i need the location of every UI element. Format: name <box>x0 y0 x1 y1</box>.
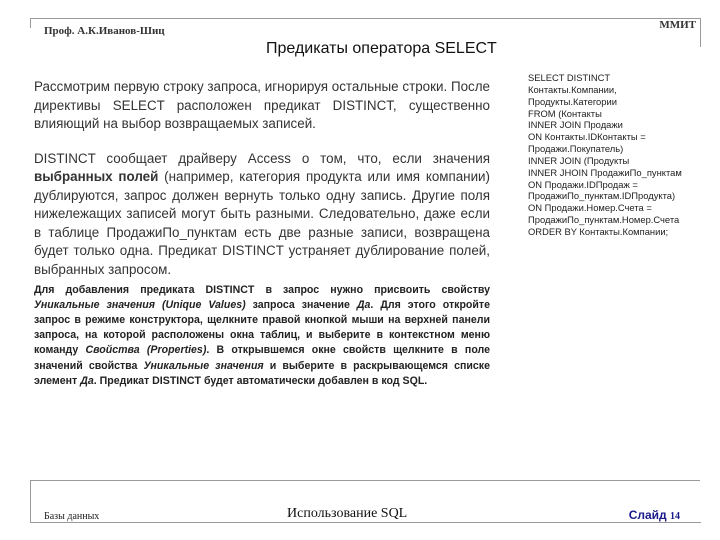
slide-number: 14 <box>670 511 680 522</box>
instr-part-c: запроса значение <box>245 298 357 311</box>
instr-part-e: . Для этого откройте запрос в режиме конструктора, щелкните правой кнопкой мыши на верхней панели запроса, на которой расположены окна таблиц, и выберите в контекстном меню команду <box>34 298 490 357</box>
sql-line: Контакты.Компании, <box>528 83 617 95</box>
instr-yes-2: Да <box>80 374 94 387</box>
sql-line: ON Продажи.Номер.Счета = <box>528 202 652 214</box>
sql-code-column <box>528 72 704 238</box>
instr-unique-values-2: Уникальные значения <box>143 359 264 372</box>
paragraph-distinct <box>34 150 490 280</box>
main-text-column <box>34 78 490 389</box>
paragraph-distinct-part-2: (например, категория продукта или имя компании) дублируются, запрос должен вернуть только одну запись. Другие поля нижележащих записей могут быть разными. Следовательно, даже если в таблице ПродажиПо_пунктам есть две разные записи, возвращена будет только одна. Предикат DISTINCT устраняет дублирование полей, выбранных запросом. <box>34 169 490 278</box>
sql-line: FROM (Контакты <box>528 107 602 119</box>
paragraph-intro: Рассмотрим первую строку запроса, игнорируя остальные строки. После директивы SELECT расположен предикат DISTINCT, существенно влияющий на выбор возвращаемых записей. <box>34 79 490 131</box>
sql-line: ПродажиПо_пунктам.IDПродукта) <box>528 190 676 202</box>
sql-line: SELECT DISTINCT <box>528 72 611 83</box>
author-label: Проф. А.К.Иванов-Шиц <box>44 25 165 37</box>
sql-line: Продажи.Покупатель) <box>528 143 624 155</box>
instr-part-i: и выберите в раскрывающемся списке элемент <box>34 359 490 387</box>
instr-yes-1: Да <box>356 298 371 311</box>
instr-part-a: Для добавления предиката DISTINCT в запрос нужно присвоить свойству <box>34 283 490 296</box>
sql-line: ORDER BY Контакты.Компании; <box>528 225 669 237</box>
instr-unique-values: Уникальные значения (Unique Values) <box>34 298 246 311</box>
sql-line: ON Контакты.IDКонтакты = <box>528 131 646 143</box>
footer-topic-label: Использование SQL <box>287 506 408 521</box>
paragraph-instructions <box>34 283 490 389</box>
paragraph-distinct-part-1: DISTINCT сообщает драйверу Access о том, что, если значения <box>34 150 490 166</box>
org-label: ММИТ <box>659 19 696 31</box>
sql-line: ON Продажи.IDПродаж = <box>528 178 638 190</box>
instr-part-g: . В открывшемся окне свойств щелкните в поле значений свойства <box>34 344 491 372</box>
paragraph-distinct-bold: выбранных полей <box>34 169 159 185</box>
slide-title: Предикаты оператора SELECT <box>266 40 497 57</box>
sql-line: Продукты.Категории <box>528 95 617 107</box>
sql-line: INNER JHOIN ПродажиПо_пунктам <box>528 166 682 178</box>
instr-part-k: . Предикат DISTINCT будет автоматически добавлен в код SQL. <box>93 374 428 387</box>
footer-course-label: Базы данных <box>44 511 100 522</box>
slide-number-label <box>629 508 680 522</box>
sql-line: INNER JOIN Продажи <box>528 119 623 131</box>
top-frame-tick <box>30 18 31 28</box>
slide-label: Слайд <box>628 508 667 522</box>
sql-line: INNER JOIN (Продукты <box>528 154 630 166</box>
instr-properties: Свойства (Properties) <box>85 344 207 357</box>
sql-line: ПродажиПо_пунктам.Номер.Счета <box>528 214 680 226</box>
